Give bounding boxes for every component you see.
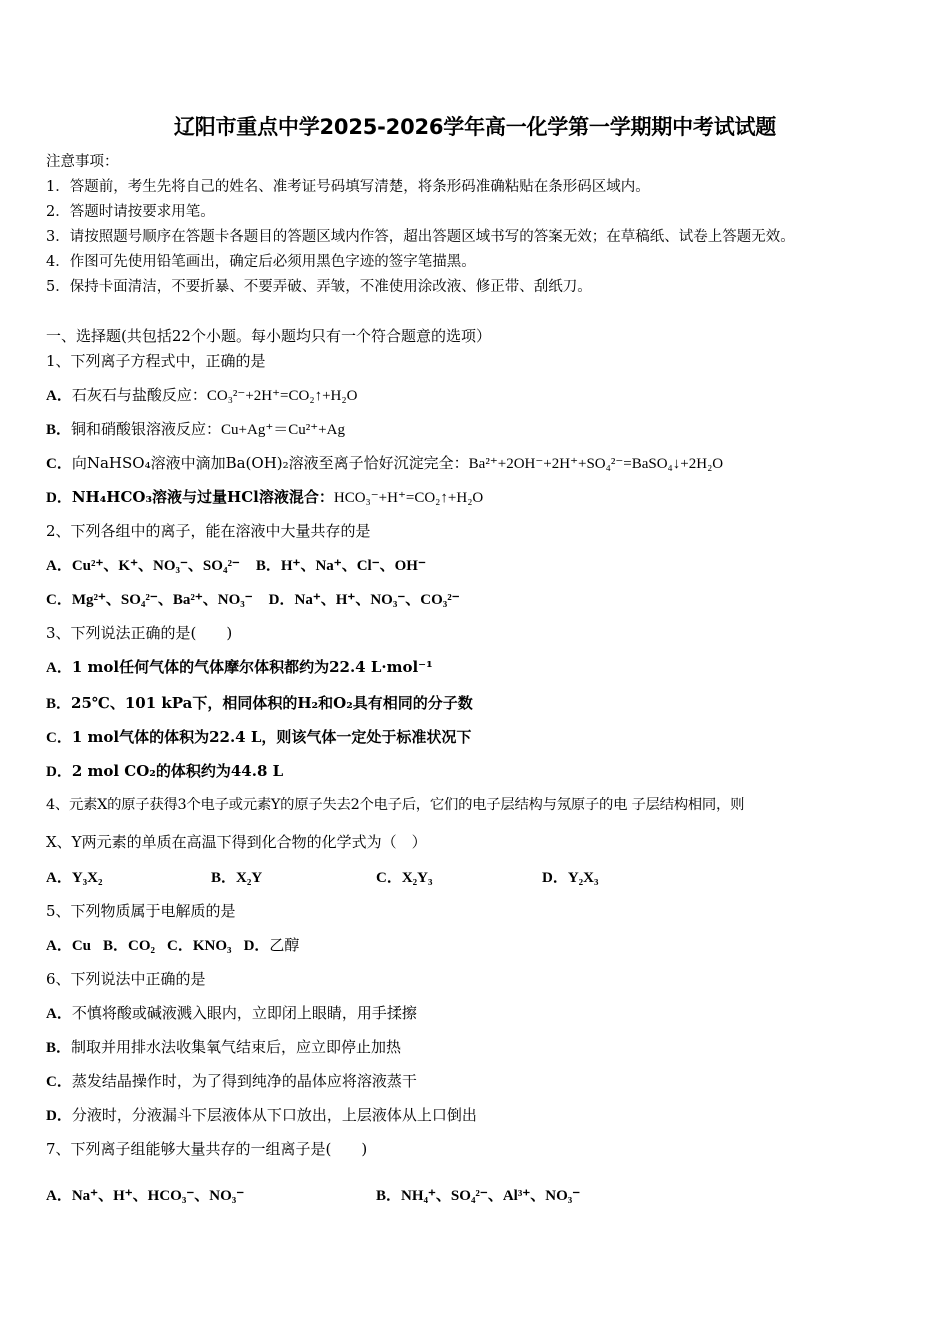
- options-row-4: [46, 867, 906, 887]
- option-text: Cu: [71, 938, 92, 954]
- options-row-5: [46, 935, 299, 956]
- option-label: A．: [46, 1006, 72, 1022]
- option-text: 1 mol任何气体的气体摩尔体积都约为22.4 L·mol⁻¹: [71, 658, 433, 676]
- option-label: C．: [46, 1074, 72, 1090]
- option-text: 蒸发结晶操作时，为了得到纯净的晶体应将溶液蒸干: [71, 1072, 417, 1090]
- option-label: A．: [46, 558, 72, 574]
- option-text: 向NaHSO₄溶液中滴加Ba(OH)₂溶液至离子恰好沉淀完全：: [71, 454, 469, 472]
- option-label: C．: [46, 730, 72, 746]
- question-stem: 下列各组中的离子，能在溶液中大量共存的是: [70, 522, 371, 540]
- question-stem: 下列说法正确的是( ): [70, 624, 233, 642]
- option-3a: [46, 657, 433, 678]
- option-text: CO₂: [128, 938, 156, 954]
- question-number: 5、: [46, 902, 71, 920]
- question-2: [46, 521, 371, 541]
- option-text: 乙醇: [269, 936, 300, 954]
- option-text: Y₂X₃: [567, 870, 599, 886]
- notice-item: 5．保持卡面清洁，不要折暴、不要弄破、弄皱，不准使用涂改液、修正带、刮纸刀。: [46, 279, 592, 295]
- option-label: B．: [255, 558, 281, 574]
- option-6c: [46, 1071, 417, 1092]
- option-label: D．: [268, 592, 295, 608]
- option-text: X₂Y: [236, 870, 263, 886]
- option-text: NH₄⁺、SO₄²⁻、Al³⁺、NO₃⁻: [401, 1188, 581, 1204]
- option-formula: Ba²⁺+2OH⁻+2H⁺+SO₄²⁻=BaSO₄↓+2H₂O: [468, 456, 724, 472]
- question-stem: 下列说法中正确的是: [70, 970, 206, 988]
- option-text: H⁺、Na⁺、Cl⁻、OH⁻: [280, 558, 426, 574]
- notice-item: 2．答题时请按要求用笔。: [46, 204, 215, 220]
- option-label: B．: [376, 1188, 402, 1204]
- question-7: [46, 1139, 367, 1159]
- option-label: D．: [243, 938, 270, 954]
- option-6d: [46, 1105, 477, 1126]
- question-number: 1、: [46, 352, 71, 370]
- option-label: B．: [211, 870, 237, 886]
- option-formula: HCO₃⁻+H⁺=CO₂↑+H₂O: [333, 490, 484, 506]
- option-text: Y₃X₂: [71, 870, 103, 886]
- page-title: 辽阳市重点中学2025-2026学年高一化学第一学期期中考试试题: [173, 115, 777, 139]
- option-1b: [46, 419, 345, 440]
- question-6: [46, 969, 206, 989]
- option-3b: [46, 693, 473, 714]
- option-text: 石灰石与盐酸反应：: [71, 386, 207, 404]
- question-number: 3、: [46, 624, 71, 642]
- notice-heading: 注意事项：: [46, 154, 119, 170]
- option-6b: [46, 1037, 401, 1058]
- option-formula: CO₃²⁻+2H⁺=CO₂↑+H₂O: [206, 388, 358, 404]
- option-text: KNO₃: [192, 938, 232, 954]
- question-number: 2、: [46, 522, 71, 540]
- option-text: Na⁺、H⁺、NO₃⁻、CO₃²⁻: [294, 592, 460, 608]
- option-1c: [46, 453, 723, 474]
- option-text: Na⁺、H⁺、HCO₃⁻、NO₃⁻: [71, 1188, 245, 1204]
- notice-item: 4．作图可先使用铅笔画出，确定后必须用黑色字迹的签字笔描黑。: [46, 254, 476, 270]
- option-label: D．: [46, 1108, 72, 1124]
- option-label: C．: [46, 592, 72, 608]
- question-1: [46, 351, 266, 371]
- option-label: A．: [46, 388, 72, 404]
- option-label: A．: [46, 1188, 72, 1204]
- option-text: 25℃、101 kPa下，相同体积的H₂和O₂具有相同的分子数: [71, 694, 473, 712]
- option-label: D．: [46, 764, 72, 780]
- question-4: [46, 795, 744, 815]
- option-text: 1 mol气体的体积为22.4 L，则该气体一定处于标准状况下: [71, 728, 472, 746]
- section-heading: 一、选择题(共包括22个小题。每小题均只有一个符合题意的选项）: [46, 327, 491, 345]
- option-6a: [46, 1003, 417, 1024]
- option-label: C．: [376, 870, 402, 886]
- option-label: D．: [46, 490, 72, 506]
- option-label: B．: [103, 938, 129, 954]
- question-number: 6、: [46, 970, 71, 988]
- option-text: 铜和硝酸银溶液反应：: [71, 420, 222, 438]
- option-text: 2 mol CO₂的体积约为44.8 L: [71, 762, 284, 780]
- option-text: 分液时，分液漏斗下层液体从下口放出，上层液体从上口倒出: [71, 1106, 477, 1124]
- notice-item: 3．请按照题号顺序在答题卡各题目的答题区域内作答，超出答题区域书写的答案无效；在草稿纸、试卷上答题无效。: [46, 229, 795, 245]
- option-label: C．: [167, 938, 193, 954]
- question-number: 7、: [46, 1140, 71, 1158]
- option-label: B．: [46, 1040, 72, 1056]
- option-label: C．: [46, 456, 72, 472]
- question-stem: 下列离子方程式中，正确的是: [70, 352, 266, 370]
- option-text: 制取并用排水法收集氧气结束后，应立即停止加热: [71, 1038, 402, 1056]
- question-4-cont: X、Y两元素的单质在高温下得到化合物的化学式为（ ）: [46, 833, 427, 851]
- options-row-2cd: [46, 589, 460, 610]
- notice-item: 1．答题前，考生先将自己的姓名、准考证号码填写清楚，将条形码准确粘贴在条形码区域内。: [46, 179, 650, 195]
- option-label: A．: [46, 870, 72, 886]
- option-label: A．: [46, 938, 72, 954]
- option-label: A．: [46, 660, 72, 676]
- question-stem: 元素X的原子获得3个电子或元素Y的原子失去2个电子后，它们的电子层结构与氖原子的电 子层结构相同，则: [68, 797, 745, 813]
- question-3: [46, 623, 232, 643]
- options-row-7: [46, 1185, 906, 1205]
- question-stem: 下列物质属于电解质的是: [70, 902, 236, 920]
- option-label: D．: [542, 870, 568, 886]
- question-stem: 下列离子组能够大量共存的一组离子是( ): [70, 1140, 368, 1158]
- option-formula: Cu+Ag⁺＝Cu²⁺+Ag: [221, 422, 345, 438]
- option-1d: [46, 487, 483, 508]
- question-number: 4、: [46, 797, 69, 813]
- question-5: [46, 901, 236, 921]
- option-3d: [46, 761, 283, 782]
- option-label: B．: [46, 422, 72, 438]
- option-text: NH₄HCO₃溶液与过量HCl溶液混合：: [71, 488, 334, 506]
- option-text: 不慎将酸或碱液溅入眼内，立即闭上眼睛，用手揉擦: [71, 1004, 417, 1022]
- option-label: B．: [46, 696, 72, 712]
- options-row-2ab: [46, 555, 426, 576]
- option-1a: [46, 385, 357, 406]
- option-text: X₂Y₃: [401, 870, 433, 886]
- option-text: Mg²⁺、SO₄²⁻、Ba²⁺、NO₃⁻: [71, 592, 253, 608]
- option-3c: [46, 727, 471, 748]
- option-text: Cu²⁺、K⁺、NO₃⁻、SO₄²⁻: [71, 558, 240, 574]
